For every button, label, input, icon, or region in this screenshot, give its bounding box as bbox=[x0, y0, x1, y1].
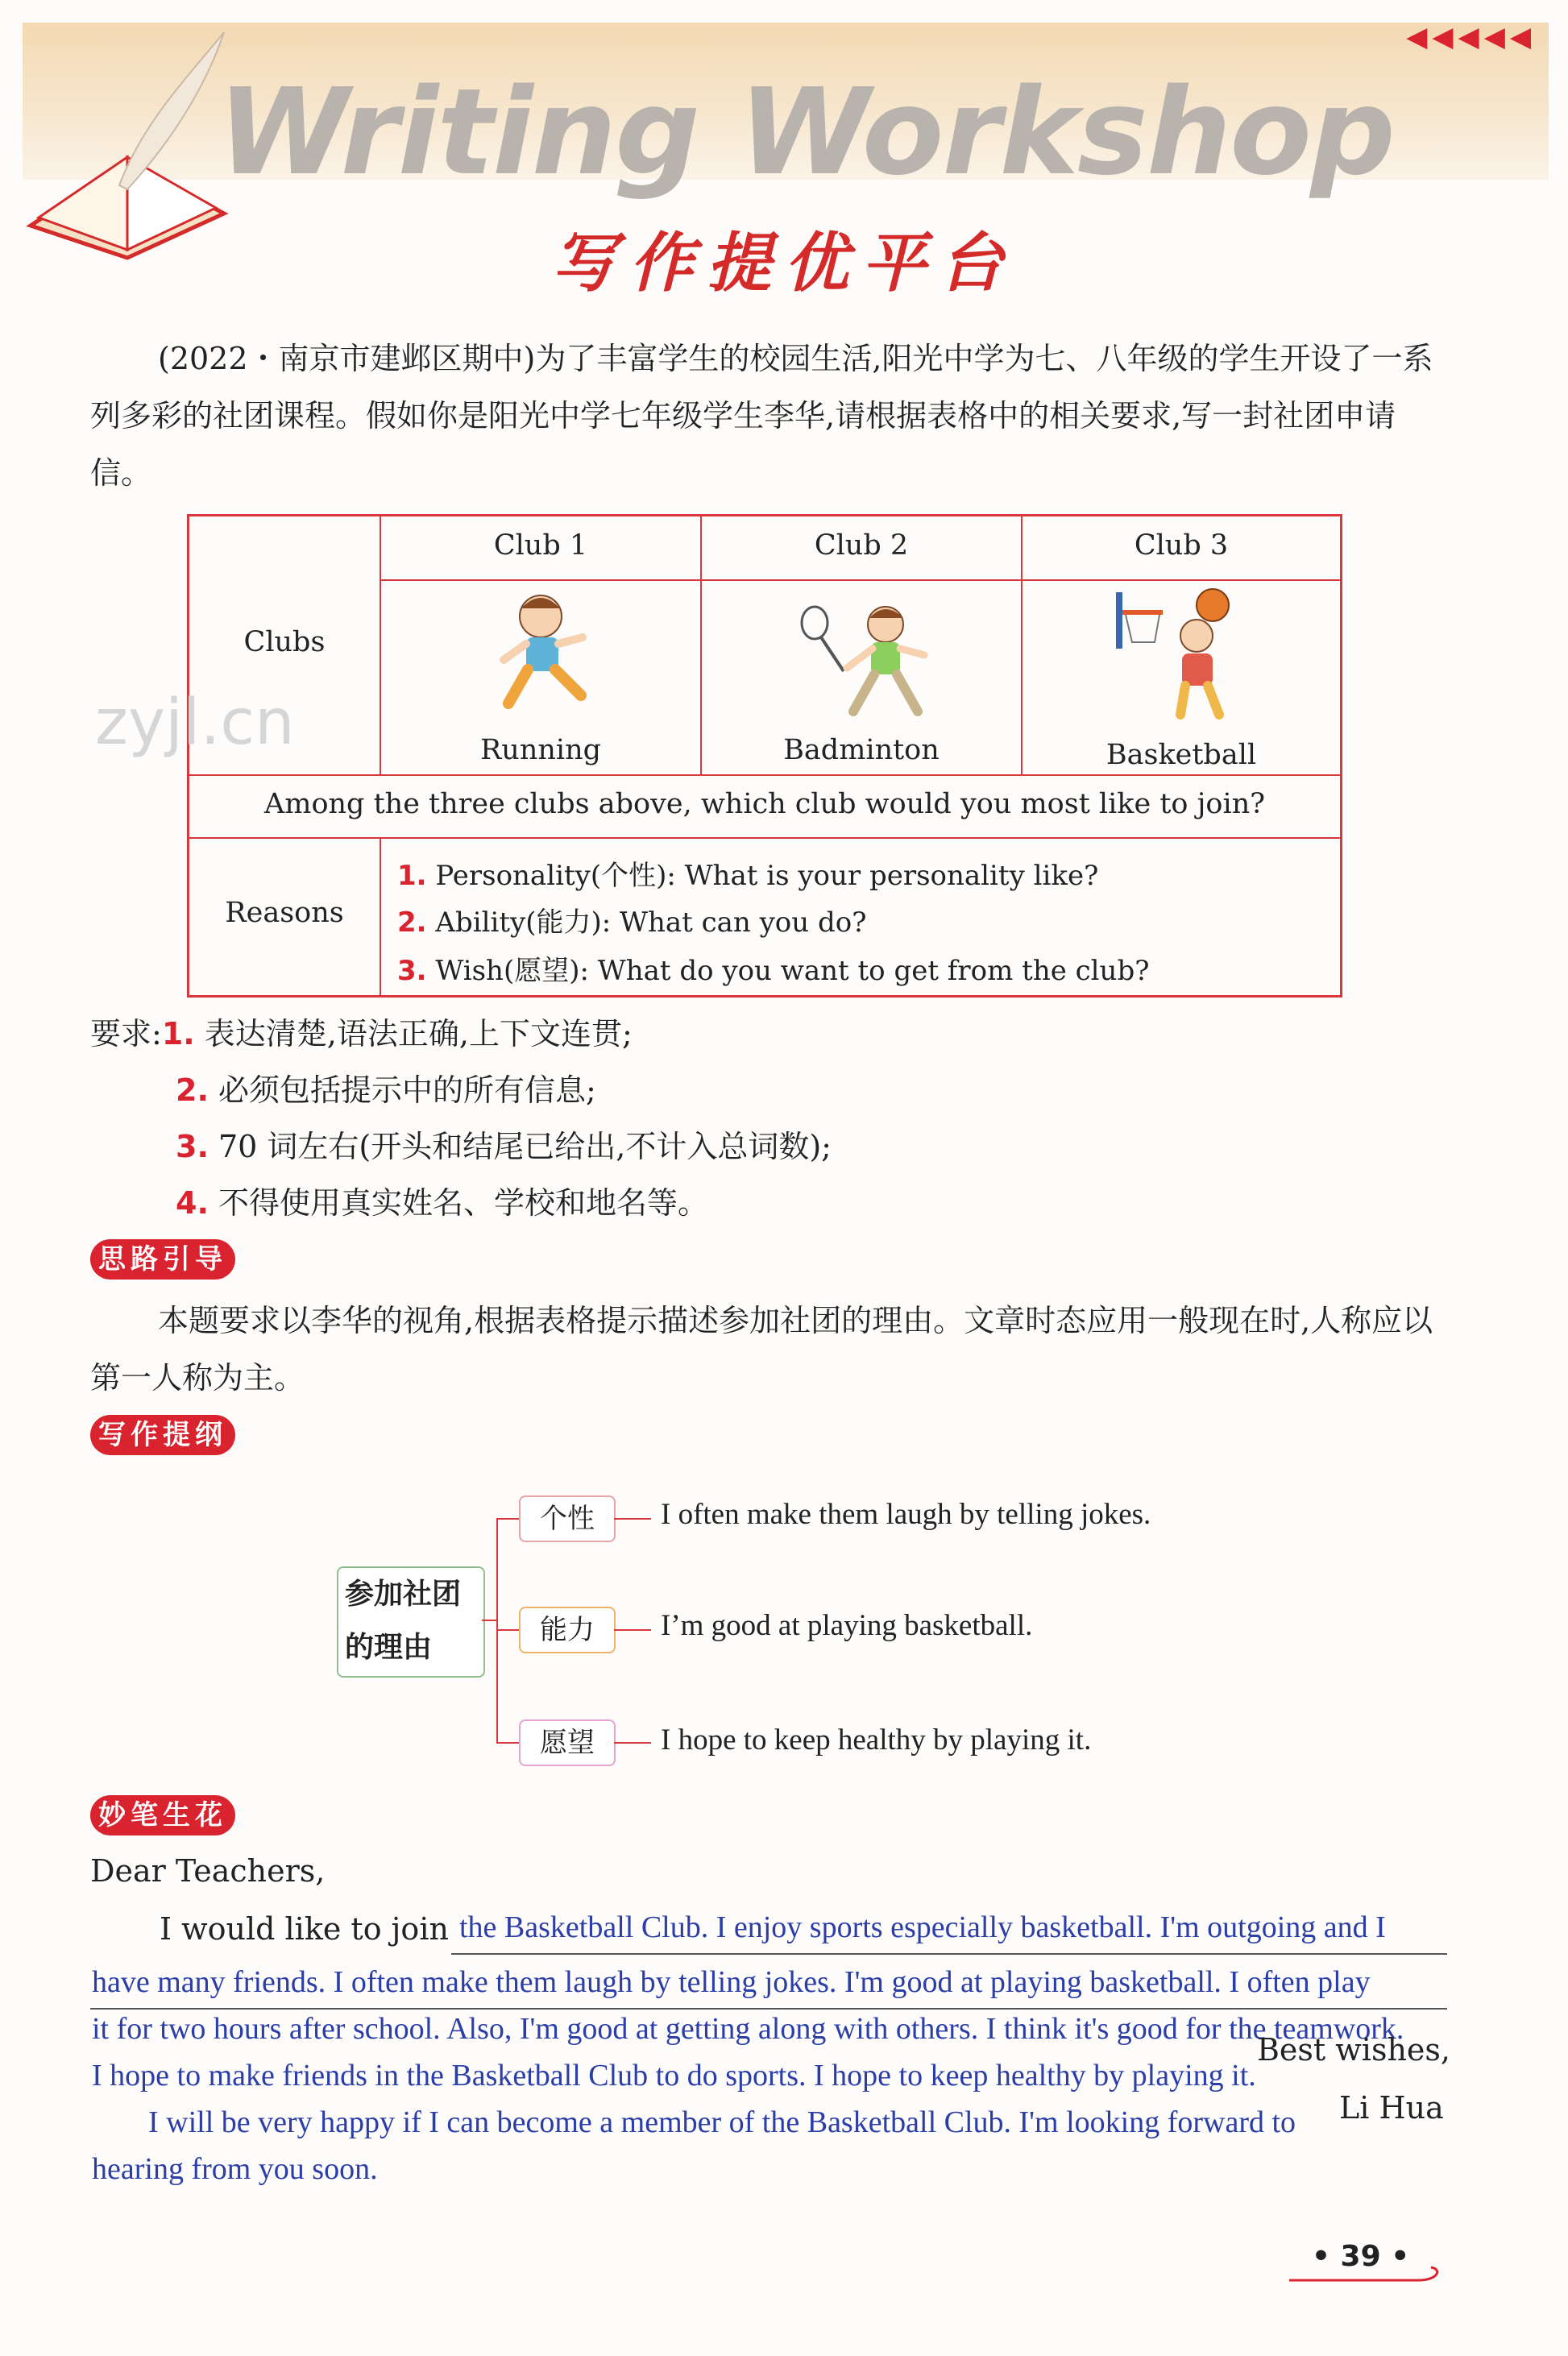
section-tag-sample: 妙笔生花 bbox=[90, 1795, 235, 1835]
thinking-paragraph: 本题要求以李华的视角,根据表格提示描述参加社团的理由。文章时态应用一般现在时,人称应以第一人称为主。 bbox=[90, 1303, 1433, 1396]
letter-line: I will be very happy if I can become a member of the Basketball Club. I'm looking forward to bbox=[148, 2105, 1296, 2139]
requirement-item: 3. 70 词左右(开头和结尾已给出,不计入总词数); bbox=[176, 1129, 832, 1164]
club-name-running: Running bbox=[479, 734, 602, 766]
reason-item: 2. Ability(能力): What can you do? bbox=[397, 906, 867, 939]
requirement-item: 2. 必须包括提示中的所有信息; bbox=[176, 1072, 596, 1108]
clubs-label: Clubs bbox=[243, 626, 326, 658]
letter-closing: Best wishes, bbox=[1257, 2032, 1450, 2068]
letter-greeting: Dear Teachers, bbox=[90, 1853, 326, 1889]
mindmap-text: I hope to keep healthy by playing it. bbox=[661, 1723, 1092, 1757]
reason-item: 1. Personality(个性): What is your personality like? bbox=[397, 860, 1099, 892]
club-table bbox=[187, 514, 1342, 998]
letter-line: I hope to make friends in the Basketball Club to do sports. I hope to keep healthy by playing it. bbox=[92, 2059, 1256, 2093]
arrows-icon: ◀◀◀◀◀ bbox=[1406, 21, 1536, 53]
watermark: zyjl.cn bbox=[95, 686, 295, 759]
mindmap-branch-wish: 愿望 bbox=[519, 1719, 616, 1766]
runner-icon bbox=[492, 591, 597, 720]
question-row: Among the three clubs above, which club would you most like to join? bbox=[263, 788, 1266, 820]
reason-item: 3. Wish(愿望): What do you want to get from the club? bbox=[397, 955, 1150, 987]
page-swoosh-icon bbox=[1289, 2264, 1450, 2288]
mindmap-branch-personality: 个性 bbox=[519, 1495, 616, 1542]
basketball-player-icon bbox=[1108, 586, 1253, 723]
requirement-item: 要求:1. 表达清楚,语法正确,上下文连贯; bbox=[90, 1016, 633, 1051]
requirement-item: 4. 不得使用真实姓名、学校和地名等。 bbox=[176, 1185, 708, 1221]
letter-line: the Basketball Club. I enjoy sports especially basketball. I'm outgoing and I bbox=[459, 1910, 1386, 1944]
club-header: Club 3 bbox=[1134, 529, 1229, 562]
letter-line: it for two hours after school. Also, I'm good at getting along with others. I think it's good for the teamwork. bbox=[92, 2012, 1404, 2046]
club-name-badminton: Badminton bbox=[783, 734, 940, 766]
mindmap-text: I often make them laugh by telling jokes. bbox=[661, 1498, 1151, 1531]
page-title: 写作提优平台 bbox=[552, 226, 1016, 301]
mindmap-root: 参加社团 的理由 bbox=[337, 1566, 485, 1678]
section-tag-outline: 写作提纲 bbox=[90, 1415, 235, 1455]
mindmap-branch-ability: 能力 bbox=[519, 1607, 616, 1653]
letter-line: have many friends. I often make them laugh by telling jokes. I'm good at playing basketball. I often play bbox=[92, 1965, 1371, 1999]
badminton-player-icon bbox=[797, 591, 934, 724]
club-header: Club 2 bbox=[814, 529, 909, 562]
banner-title: Writing Workshop bbox=[218, 63, 1394, 201]
reasons-label: Reasons bbox=[225, 897, 344, 929]
section-tag-thinking: 思路引导 bbox=[90, 1239, 235, 1280]
letter-line: hearing from you soon. bbox=[92, 2152, 378, 2186]
page-number: • 39 • bbox=[1312, 2240, 1410, 2273]
mindmap-text: I’m good at playing basketball. bbox=[661, 1609, 1033, 1642]
letter-signature: Li Hua bbox=[1339, 2090, 1444, 2126]
club-header: Club 1 bbox=[493, 529, 588, 562]
club-name-basketball: Basketball bbox=[1105, 739, 1257, 771]
letter-start: I would like to join bbox=[160, 1911, 449, 1947]
intro-paragraph: (2022・南京市建邺区期中)为了丰富学生的校园生活,阳光中学为七、八年级的学生开设了一系列多彩的社团课程。假如你是阳光中学七年级学生李华,请根据表格中的相关要求,写一封社团申请信。 bbox=[90, 341, 1433, 491]
